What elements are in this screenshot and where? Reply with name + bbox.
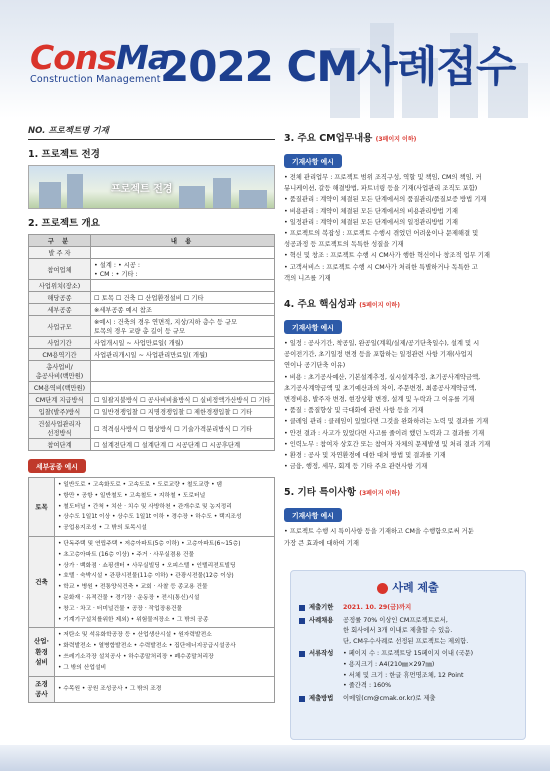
overview-row: [29, 247, 275, 259]
detail-row: [29, 628, 275, 676]
overview-row-label: 참여업체: [29, 259, 91, 280]
overview-row-value: [91, 382, 275, 394]
submission-key: 서류작성: [309, 650, 334, 658]
submission-row: [299, 603, 517, 614]
detail-category: 건축: [29, 536, 55, 627]
submission-key: 제출방법: [309, 694, 334, 702]
overview-row: [29, 280, 275, 292]
overview-row-value: ☐ 토목 ☐ 건축 ☐ 산업환경설비 ☐ 기타: [91, 292, 275, 304]
submission-value: • 페이지 수 : 프로젝트당 15페이지 이내 (국문) • 용지크기 : A4(210㎜×297㎜) • 서체 및 크기 : 한글 휴먼명조체, 12 Point • 줄간격 : 160%: [343, 650, 474, 690]
overview-row-value: ☐ 일반경쟁입찰 ☐ 지명경쟁입찰 ☐ 제한경쟁입찰 ☐ 기타: [91, 406, 275, 418]
square-bullet-icon: [299, 605, 305, 611]
section1-title: 1. 프로젝트 전경: [28, 149, 100, 160]
overview-row-value: [91, 361, 275, 382]
overview-row-value: [91, 280, 275, 292]
left-column: [28, 124, 275, 703]
section3-list: [284, 172, 528, 284]
overview-row-value: ☐ 일괄지불방식 ☐ 공사비비율방식 ☐ 실비정액가산방식 ☐ 기타: [91, 394, 275, 406]
section4-title: 4. 주요 핵심성과 (5페이지 이하): [284, 299, 400, 311]
section5-list: [284, 526, 528, 548]
submission-box: [290, 570, 526, 740]
list-item: • 환경 : 공사 및 자연환경에 대한 대처 방법 및 결과를 기재: [284, 452, 446, 460]
list-item: 객의 니즈를 기재: [284, 274, 331, 282]
overview-table: [28, 234, 275, 451]
overview-row: [29, 418, 275, 439]
overview-row: [29, 304, 275, 316]
header-banner: [0, 0, 550, 118]
detail-row: [29, 478, 275, 537]
overview-row-label: 사업기간: [29, 337, 91, 349]
section5-title: 5. 기타 특이사항 (3페이지 이하): [284, 487, 400, 499]
section2-title: 2. 프로젝트 개요: [28, 218, 100, 229]
detail-category: 토목: [29, 478, 55, 537]
list-item: 가장 큰 효과에 대하여 기재: [284, 539, 359, 547]
overview-row-label: CM용역비(백만원): [29, 382, 91, 394]
overview-row: [29, 316, 275, 337]
overview-row-value: [91, 247, 275, 259]
submission-key: 제출기한: [309, 604, 334, 611]
submission-icon: [377, 583, 388, 594]
overview-row-value: • 설계 : • 시공 : • CM : • 기타 :: [91, 259, 275, 280]
overview-row-value: ☐ 적격심사방식 ☐ 협상방식 ☐ 기술가격분리방식 ☐ 기타: [91, 418, 275, 439]
overview-row-value: ※예시 : 건축의 경우 연면적, 지상/지하 층수 등 규모 토목의 경우 교량 총 길이 등 규모: [91, 316, 275, 337]
overview-row-label: CM용역기간: [29, 349, 91, 361]
overview-row: [29, 259, 275, 280]
list-item: • 고객서비스 : 프로젝트 수행 시 CM사가 처리한 특별하거나 독특한 고: [284, 263, 478, 271]
list-item: • 품질관리 : 계약이 체결된 모든 단계에서의 품질관리/품질보증 방법 기재: [284, 196, 487, 204]
overview-row: [29, 406, 275, 418]
overview-row-value: ※세부공종 예시 참조: [91, 304, 275, 316]
list-item: • 클레임 관리 : 클레임이 있었다면 그것을 완화하려는 노력 및 결과를 기재: [284, 418, 489, 426]
logo-subtitle: Construction Management: [30, 74, 161, 85]
overview-row-value: 사업개시일 ~ 사업만료일( 개월): [91, 337, 275, 349]
detail-row: [29, 536, 275, 627]
section5-example-label: 기재사항 예시: [284, 508, 342, 522]
section3-title: 3. 주요 CM업무내용 (3페이지 이하): [284, 133, 417, 144]
project-photo: [28, 165, 275, 209]
table-head-content: 내 용: [91, 235, 275, 247]
list-item: 변경비용, 발주자 변경, 현장상황 변경, 설계 및 누락과 그 이유를 기재: [284, 396, 475, 404]
detail-table: [28, 477, 275, 703]
overview-row: [29, 349, 275, 361]
overview-row-label: 사업위치(장소): [29, 280, 91, 292]
project-no-line: NO. 프로젝트명 기재: [28, 124, 275, 140]
overview-row-label: 세부공종: [29, 304, 91, 316]
list-item: • 일정관리 : 계약이 체결된 모든 단계에서의 일정관리방법 기재: [284, 218, 458, 226]
section4-example-label: 기재사항 예시: [284, 320, 342, 334]
overview-row: [29, 439, 275, 451]
submission-row: [299, 649, 517, 691]
detail-items: • 일반도로 • 고속화도로 • 고속도로 • 도로교량 • 철도교량 • 댐 • 항만 • 공항 • 일반철도 • 고속철도 • 지하철 • 도로터널 • 철도터널 • 간척 • 치산 · 치수 및 사방하천 • 관개수로 및 농지정리 • 상수도 1일1t 이상 • 상수도 1일1t 이하 • 경수장 • 하수도 • 택지조성 • 공업용지조성 • 그 밖의 토목시설: [55, 478, 275, 537]
square-bullet-icon: [299, 618, 305, 624]
overview-row-label: CM단계 지급방식: [29, 394, 91, 406]
submission-value: 이메일(cm@cmak.or.kr)로 제출: [343, 694, 436, 702]
submission-key: 사례채용: [309, 616, 334, 624]
submission-value: 2021. 10. 29(금)까지: [343, 604, 412, 611]
list-item: • 비용 : 초기공사예산, 기본설계추정, 실시설계추정, 초기공사계약금액,: [284, 373, 481, 381]
section4-list: [284, 338, 528, 472]
overview-row-label: 사업규모: [29, 316, 91, 337]
overview-row-label: 총사업비/ 총공사비(백만원): [29, 361, 91, 382]
square-bullet-icon: [299, 696, 305, 702]
list-item: 뮤니케이션, 갈등 해결방법, 파트너링 등을 기재(사업관리 조직도 포함): [284, 185, 478, 193]
detail-items: • 저탄소 및 석유화학공장 등 • 산업생산시설 • 원자력발전소 • 화력발전소 • 열병합발전소 • 수력발전소 • 집단에너지공급시설공사 • 쓰레기소각장 설치공사 • 하수종말처리장 • 폐수종말처리장 • 그 밖의 산업설비: [55, 628, 275, 676]
list-item: • 프로젝트 수행 시 특이사항 등을 기재하고 CM을 수행함으로써 거둔: [284, 528, 474, 536]
footer-strip: [0, 745, 550, 771]
overview-row: [29, 361, 275, 382]
list-item: • 품질 : 품질향상 및 극대화에 관련 사항 등을 기재: [284, 407, 424, 415]
square-bullet-icon: [299, 651, 305, 657]
list-item: • 프로젝트의 복잡성 : 프로젝트 수행시 겪었던 어려움이나 문제해결 및: [284, 230, 479, 238]
overview-row-label: 참여단계: [29, 439, 91, 451]
detail-category: 산업· 환경 설비: [29, 628, 55, 676]
detail-row: [29, 676, 275, 703]
list-item: 공이전기간, 초기일정 변경 등을 포함하는 일정관련 사항 기재(사업지: [284, 351, 473, 359]
list-item: • 안전 결과 : 사고가 있었다면 사고를 줄이려 했던 노력과 그 결과를 기재: [284, 429, 485, 437]
list-item: • 금융, 행정, 세무, 회계 등 기타 주요 관련사항 기재: [284, 463, 428, 471]
detail-items: • 수목원 • 공원 조성공사 • 그 밖의 조경: [55, 676, 275, 703]
overview-row-value: ☐ 설계전단계 ☐ 설계단계 ☐ 시공단계 ☐ 시공후단계: [91, 439, 275, 451]
list-item: • 인력노무 : 참여자 상호간 또는 참여자 자체의 문제발생 및 처리 결과 기재: [284, 440, 491, 448]
detail-items: • 단독주택 및 연립주택 • 저층아파트(5층 이하) • 고층아파트(6~15층) • 초고층아파트 (16층 이상) • 주거 · 사무실겸용 건물 • 상가 · 백화점 · 쇼핑센터 • 사무실빌딩 • 오피스텔 • 인텔리전트빌딩 • 호텔 · 숙박시설 • 관광시전물(11층 이하) • 관광시전물(12층 이상) • 학교 • 병원 • 전통양식건축 • 교회 · 사찰 등 종교용 건물 • 문화재 · 유적건물 • 경기장 · 운동장 • 전시(통신)시설 • 창고 · 차고 · 터미널건물 • 공장 · 작업장용건물 • 기계기구설치를위한 제외) • 위험물저장소 • 그 밖의 공종: [55, 536, 275, 627]
overview-row-value: 사업관리개시일 ~ 사업관리만료일( 개월): [91, 349, 275, 361]
list-item: 연이나 공기단축 이유): [284, 362, 346, 370]
page-title: 2022 CM사례접수: [160, 42, 516, 91]
detail-example-label: 세부공종 예시: [28, 459, 86, 473]
table-head-category: 구 분: [29, 235, 91, 247]
photo-caption: 프로젝트 전경: [111, 184, 173, 195]
list-item: 초기공사계약금액 및 초기예산과의 차이, 주문변경, 최종공사계약금액,: [284, 384, 477, 392]
submission-title: 사례 제출: [299, 579, 517, 595]
overview-row: [29, 292, 275, 304]
list-item: 성공과정 등 프로젝트의 독특한 성질을 기재: [284, 241, 404, 249]
section3-example-label: 기재사항 예시: [284, 154, 342, 168]
overview-row-label: 발 주 자: [29, 247, 91, 259]
detail-category: 조경 공사: [29, 676, 55, 703]
submission-row: [299, 694, 517, 705]
overview-row-label: 건설사업관리자 선정방식: [29, 418, 91, 439]
list-item: • 전체 관리업무 : 프로젝트 범위 조직구성, 역할 및 책임, CM의 책임, 커: [284, 174, 482, 181]
overview-row: [29, 382, 275, 394]
list-item: • 일정 : 공사기간, 착공일, 완공일(계획/실제/공기단축일수), 설계 및 시: [284, 340, 480, 348]
right-column: [284, 124, 528, 549]
list-item: • 혁신 및 창조 : 프로젝트 수행 시 CM사가 행한 혁신이나 창조적 업무 기재: [284, 252, 490, 260]
submission-value: 공정률 70% 이상인 CM프로젝트로서, 한 회사에서 3개 이내로 제출할 수 있음. 단, CM우수사례로 선정된 프로젝트는 제외함.: [343, 616, 469, 645]
consma-logo: ConsMa Construction Management: [30, 38, 170, 85]
submission-row: [299, 616, 517, 648]
overview-row: [29, 337, 275, 349]
list-item: • 비용관리 : 계약이 체결된 모든 단계에서의 비용관리방법 기재: [284, 207, 458, 215]
overview-row-label: 해당공종: [29, 292, 91, 304]
overview-row-label: 입찰(발주)방식: [29, 406, 91, 418]
overview-row: [29, 394, 275, 406]
